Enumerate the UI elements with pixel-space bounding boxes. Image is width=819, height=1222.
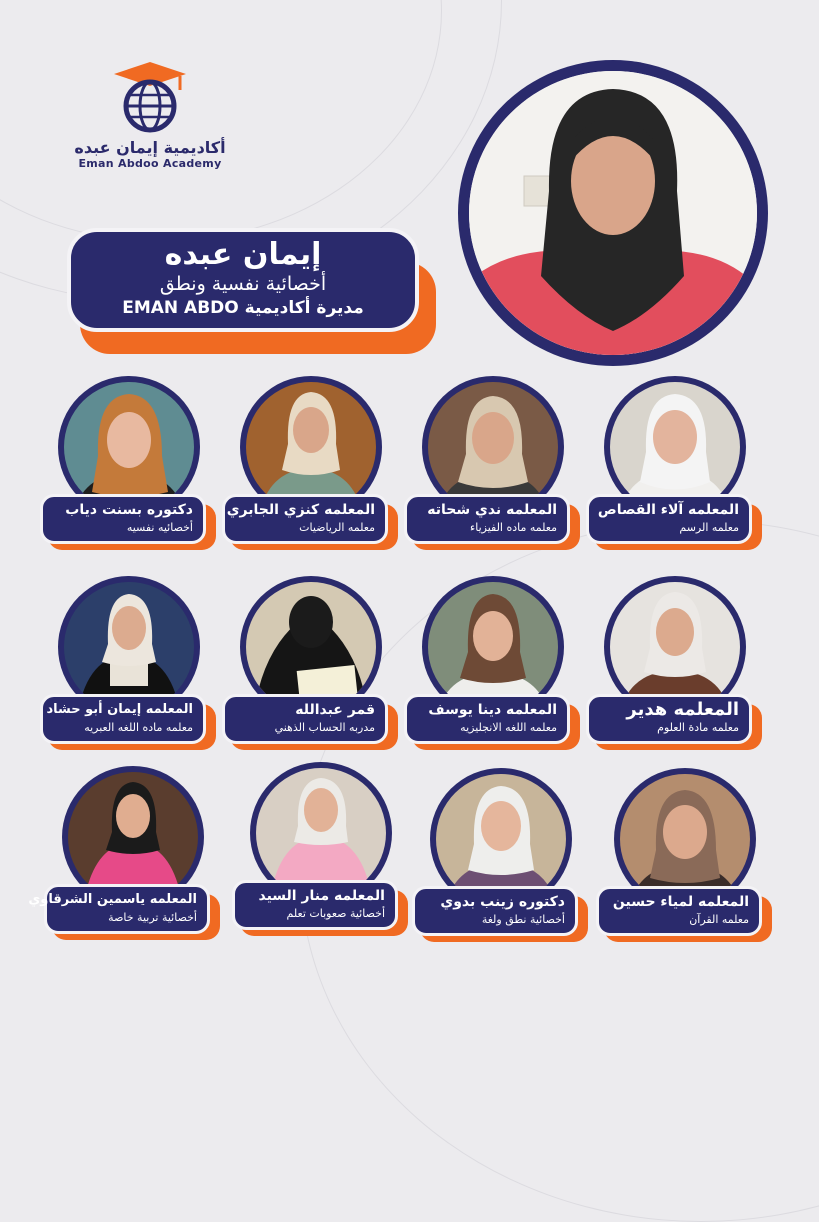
team-member-card [222, 576, 398, 758]
team-member-card [40, 576, 216, 758]
member-tag [412, 886, 578, 936]
member-photo [68, 772, 198, 902]
member-name: دكتوره بسنت دياب [65, 502, 193, 518]
member-role: معلمه الرياضيات [299, 521, 375, 534]
member-role: أخصائيه نفسيه [126, 521, 193, 534]
member-tag [596, 886, 762, 936]
person-icon [610, 382, 740, 512]
academy-logo [60, 58, 240, 188]
member-tag [586, 694, 752, 744]
person-icon [246, 582, 376, 712]
member-tag [586, 494, 752, 544]
member-photo [610, 582, 740, 712]
director-portrait [469, 71, 757, 355]
member-tag [40, 494, 206, 544]
member-name: المعلمه آلاء القصاص [597, 502, 739, 518]
member-photo [256, 768, 386, 898]
member-photo [64, 382, 194, 512]
person-icon [428, 582, 558, 712]
director-title: أخصائية نفسية ونطق [159, 273, 327, 295]
member-name: المعلمه كنزي الجابري [226, 502, 375, 518]
member-photo [246, 382, 376, 512]
director-role: مديرة أكاديمية EMAN ABDO [122, 298, 364, 318]
person-icon [620, 774, 750, 904]
member-role: أخصائية صعوبات تعلم [286, 907, 385, 920]
member-role: معلمه اللغه الانجليزيه [460, 721, 557, 734]
member-role: مدربه الحساب الذهني [274, 721, 375, 734]
member-role: معلمه القرآن [689, 913, 749, 926]
member-role: معلمه ماده الفيزياء [470, 521, 557, 534]
member-photo [620, 774, 750, 904]
member-tag [28, 884, 210, 934]
member-role: أخصائية نطق ولغة [481, 913, 565, 926]
member-tag [40, 694, 206, 744]
member-name: دكتوره زينب بدوي [440, 894, 565, 910]
director-name: إيمان عبده [164, 237, 322, 272]
member-name: قمر عبدالله [295, 702, 375, 718]
member-photo [436, 774, 566, 904]
director-photo-icon [469, 71, 757, 355]
member-name: المعلمه منار السيد [258, 888, 385, 904]
member-name: المعلمه لمياء حسين [612, 894, 749, 910]
member-tag [404, 694, 570, 744]
member-photo [428, 582, 558, 712]
team-member-card [404, 576, 580, 758]
team-member-card [40, 376, 216, 558]
director-portrait-frame [458, 60, 768, 366]
person-icon [246, 382, 376, 512]
team-member-card [404, 376, 580, 558]
member-tag [232, 880, 398, 930]
member-tag [222, 494, 388, 544]
person-icon [610, 582, 740, 712]
person-icon [68, 772, 198, 902]
member-name: المعلمه هدير [626, 699, 739, 720]
team-member-card [232, 762, 408, 944]
graduation-globe-icon [110, 58, 190, 136]
team-member-card [586, 576, 762, 758]
team-member-card [596, 768, 772, 950]
person-icon [64, 382, 194, 512]
member-role: معلمه ماده اللغه العبريه [84, 721, 193, 734]
person-icon [436, 774, 566, 904]
member-name: المعلمه ندي شحاته [427, 502, 557, 518]
member-photo [610, 382, 740, 512]
team-member-card [222, 376, 398, 558]
member-role: معلمه الرسم [679, 521, 739, 534]
person-icon [428, 382, 558, 512]
person-icon [64, 582, 194, 712]
member-tag [222, 694, 388, 744]
member-name: المعلمه دينا يوسف [428, 702, 557, 718]
member-photo [246, 582, 376, 712]
logo-name-arabic: أكاديمية إيمان عبده [74, 138, 226, 157]
person-icon [256, 768, 386, 898]
member-name: المعلمه ياسمين الشرقاوي [28, 892, 197, 907]
logo-name-english: Eman Abdoo Academy [78, 157, 222, 170]
member-photo [428, 382, 558, 512]
member-role: أخصائية تربية خاصة [108, 911, 197, 924]
director-name-card [67, 228, 419, 332]
member-tag [404, 494, 570, 544]
team-member-card [586, 376, 762, 558]
team-member-card [412, 768, 588, 950]
member-role: معلمه مادة العلوم [657, 721, 739, 734]
team-member-card [28, 766, 220, 948]
member-name: المعلمه إيمان أبو حشاد [46, 702, 193, 717]
member-photo [64, 582, 194, 712]
